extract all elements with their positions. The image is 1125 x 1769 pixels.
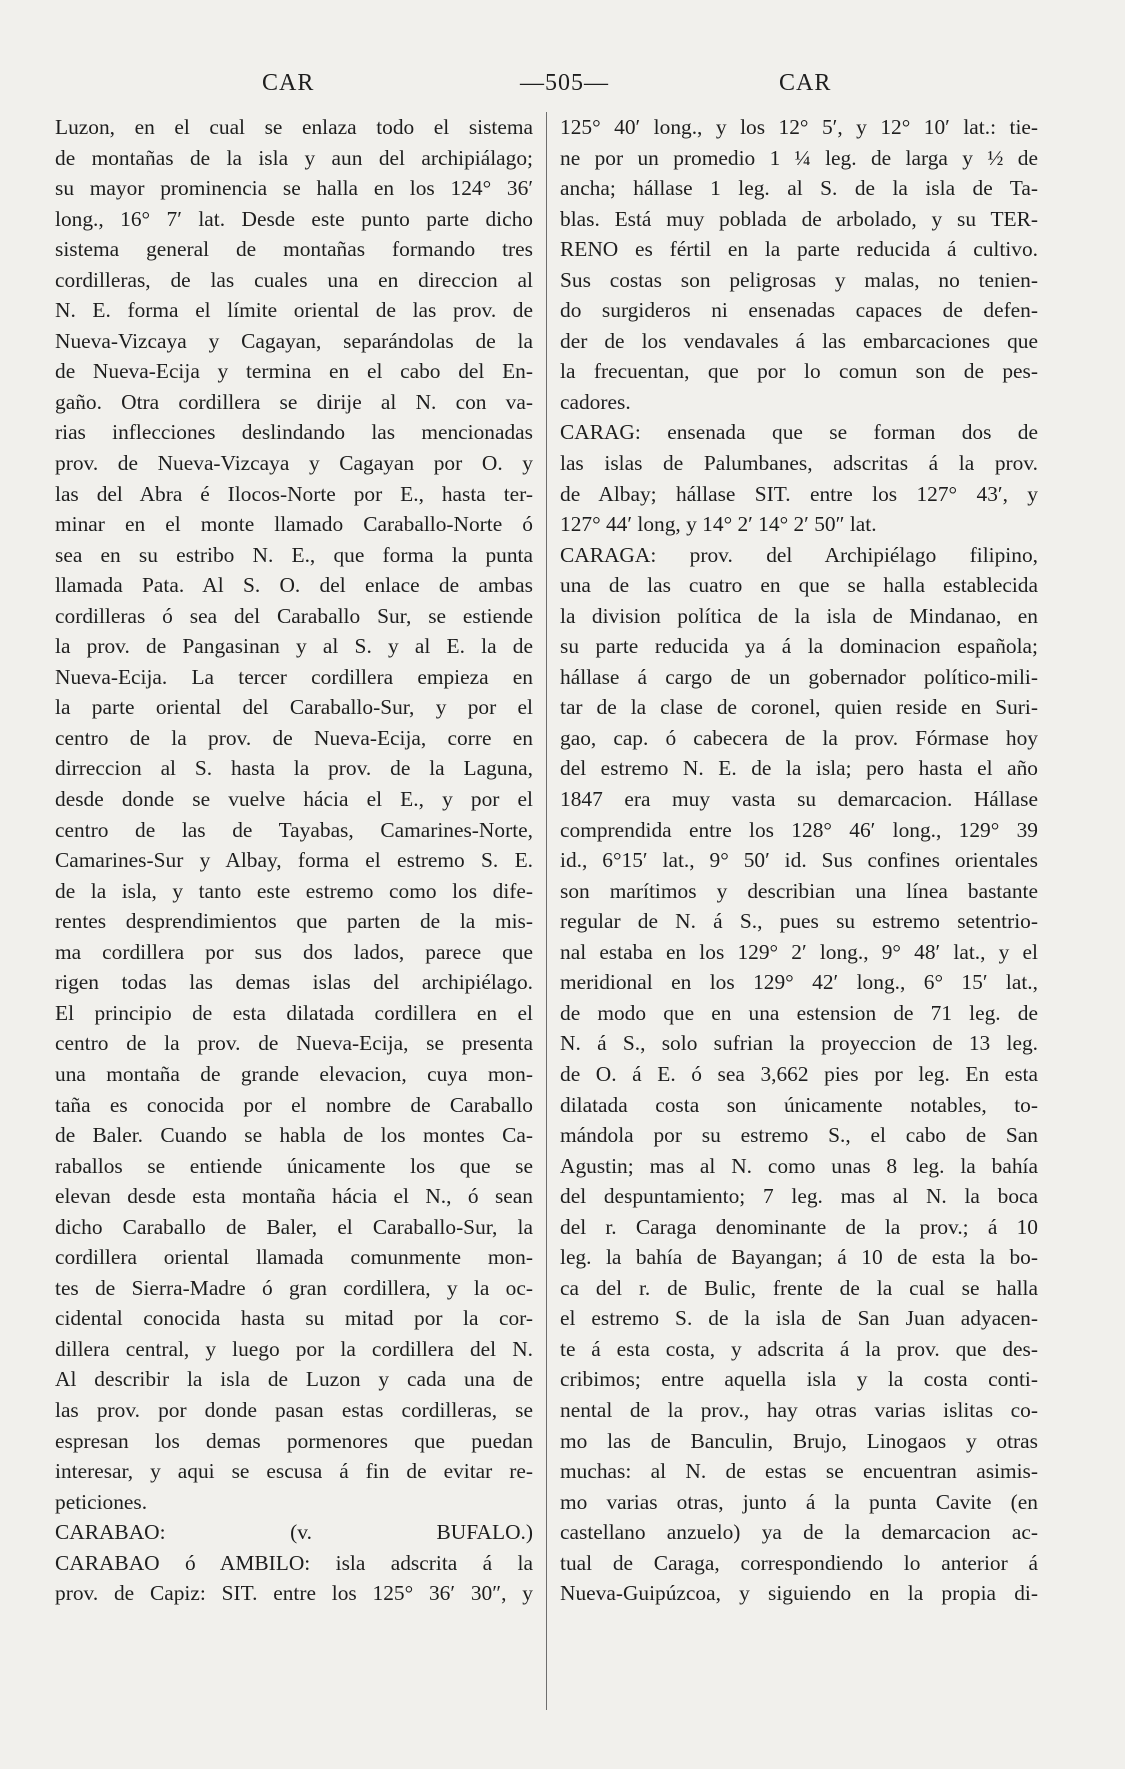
text-line: espresan los demas pormenores que puedan	[55, 1428, 533, 1453]
text-line: Sus costas son peligrosas y malas, no tenien-	[560, 267, 1038, 292]
text-line: minar en el monte llamado Caraballo-Norte ó	[55, 512, 533, 537]
text-line: son marítimos y describian una línea bastante	[560, 878, 1038, 903]
text-line: comprendida entre los 128° 46′ long., 129° 39	[560, 817, 1038, 842]
text-line: CARABAO ó AMBILO: isla adscrita á la	[55, 1550, 533, 1575]
text-line: El principio de esta dilatada cordillera en el	[55, 1000, 533, 1025]
text-line: nal estaba en los 129° 2′ long., 9° 48′ lat., y el	[560, 939, 1038, 964]
text-line: taña es conocida por el nombre de Caraballo	[55, 1092, 533, 1117]
text-line: tar de la clase de coronel, quien reside en Suri-	[560, 695, 1038, 720]
text-line: del r. Caraga denominante de la prov.; á 10	[560, 1214, 1038, 1239]
text-line: la frecuentan, que por lo comun son de pes-	[560, 359, 1038, 384]
text-line: una montaña de grande elevacion, cuya mon-	[55, 1061, 533, 1086]
text-line: ancha; hállase 1 leg. al S. de la isla de Ta-	[560, 176, 1038, 201]
text-line: meridional en los 129° 42′ long., 6° 15′ lat.,	[560, 970, 1038, 995]
text-line: la prov. de Pangasinan y al S. y al E. la de	[55, 634, 533, 659]
text-line: de O. á E. ó sea 3,662 pies por leg. En esta	[560, 1061, 1038, 1086]
header-left-word: CAR	[262, 70, 315, 96]
text-line: N. á S., solo sufrian la proyeccion de 13 leg.	[560, 1031, 1038, 1056]
text-line: su mayor prominencia se halla en los 124° 36′	[55, 176, 533, 201]
text-line: de Baler. Cuando se habla de los montes Ca-	[55, 1123, 533, 1148]
text-line: llamada Pata. Al S. O. del enlace de ambas	[55, 573, 533, 598]
text-line: mo varias otras, junto á la punta Cavite (en	[560, 1489, 1038, 1514]
text-line: dilatada costa son únicamente notables, to-	[560, 1092, 1038, 1117]
text-line: las islas de Palumbanes, adscritas á la prov.	[560, 451, 1038, 476]
text-line: su parte reducida ya á la dominacion española;	[560, 634, 1038, 659]
text-line: de Albay; hállase SIT. entre los 127° 43′, y	[560, 481, 1038, 506]
text-line: cordilleras ó sea del Caraballo Sur, se estiende	[55, 603, 533, 628]
text-line: desde donde se vuelve hácia el E., y por el	[55, 787, 533, 812]
text-line: de la isla, y tanto este estremo como los dife-	[55, 878, 533, 903]
text-line: peticiones.	[55, 1489, 148, 1514]
text-line: long., 16° 7′ lat. Desde este punto parte dicho	[55, 206, 533, 231]
text-line: rentes desprendimientos que parten de la mis-	[55, 909, 533, 934]
text-line: dicho Caraballo de Baler, el Caraballo-Sur, la	[55, 1214, 533, 1239]
text-line: Nueva-Guipúzcoa, y siguiendo en la propia di-	[560, 1581, 1038, 1606]
text-line: tual de Caraga, correspondiendo lo anterior á	[560, 1550, 1038, 1575]
text-line: del despuntamiento; 7 leg. mas al N. la boca	[560, 1184, 1038, 1209]
text-line: castellano anzuelo) ya de la demarcacion ac-	[560, 1520, 1038, 1545]
left-column	[55, 112, 533, 1609]
text-line: CARAGA: prov. del Archipiélago filipino,	[560, 542, 1038, 567]
text-line: elevan desde esta montaña hácia el N., ó sean	[55, 1184, 533, 1209]
text-line: cordillera oriental llamada comunmente mon-	[55, 1245, 533, 1270]
text-line: regular de N. á S., pues su estremo setentrio-	[560, 909, 1038, 934]
text-line: cadores.	[560, 389, 631, 414]
right-column	[560, 112, 1038, 1609]
text-line: de montañas de la isla y aun del archipiálago;	[55, 145, 533, 170]
text-line: 127° 44′ long, y 14° 2′ 14° 2′ 50″ lat.	[560, 512, 877, 537]
text-line: sea en su estribo N. E., que forma la punta	[55, 542, 533, 567]
text-line: cribimos; entre aquella isla y la costa conti-	[560, 1367, 1038, 1392]
text-line: CARAG: ensenada que se forman dos de	[560, 420, 1038, 445]
text-line: de Nueva-Ecija y termina en el cabo del En-	[55, 359, 533, 384]
text-line: blas. Está muy poblada de arbolado, y su TER-	[560, 206, 1038, 231]
text-line: la division política de la isla de Mindanao, en	[560, 603, 1038, 628]
text-line: RENO es fértil en la parte reducida á cultivo.	[560, 237, 1038, 262]
text-line: las prov. por donde pasan estas cordilleras, se	[55, 1397, 533, 1422]
text-line: der de los vendavales á las embarcaciones que	[560, 328, 1038, 353]
text-line: CARABAO: (v. BUFALO.)	[55, 1520, 533, 1545]
text-line: interesar, y aqui se escusa á fin de evitar re-	[55, 1459, 533, 1484]
text-line: tes de Sierra-Madre ó gran cordillera, y la oc-	[55, 1275, 533, 1300]
text-line: Nueva-Ecija. La tercer cordillera empieza en	[55, 664, 533, 689]
text-line: nental de la prov., hay otras varias islitas co-	[560, 1397, 1038, 1422]
text-line: 125° 40′ long., y los 12° 5′, y 12° 10′ lat.: tie-	[560, 115, 1038, 139]
text-line: 1847 era muy vasta su demarcacion. Hállase	[560, 787, 1038, 812]
text-line: dirreccion al S. hasta la prov. de la Laguna,	[55, 756, 533, 781]
text-line: do surgideros ni ensenadas capaces de defen-	[560, 298, 1038, 323]
text-line: las del Abra é Ilocos-Norte por E., hasta ter-	[55, 481, 533, 506]
text-line: centro de la prov. de Nueva-Ecija, se presenta	[55, 1031, 533, 1056]
text-line: prov. de Nueva-Vizcaya y Cagayan por O. y	[55, 451, 533, 476]
text-line: una de las cuatro en que se halla establecida	[560, 573, 1038, 598]
text-line: ne por un promedio 1 ¼ leg. de larga y ½ de	[560, 145, 1038, 170]
text-line: N. E. forma el límite oriental de las prov. de	[55, 298, 533, 323]
text-line: mándola por su estremo S., el cabo de San	[560, 1123, 1038, 1148]
text-line: raballos se entiende únicamente los que se	[55, 1153, 533, 1178]
text-line: ma cordillera por sus dos lados, parece que	[55, 939, 533, 964]
text-line: cordilleras, de las cuales una en direccion al	[55, 267, 533, 292]
text-line: dillera central, y luego por la cordillera del N.	[55, 1336, 533, 1361]
text-line: rias inflecciones deslindando las mencionadas	[55, 420, 533, 445]
text-line: rigen todas las demas islas del archipiélago.	[55, 970, 533, 995]
text-line: hállase á cargo de un gobernador político-mili-	[560, 664, 1038, 689]
text-line: el estremo S. de la isla de San Juan adyacen-	[560, 1306, 1038, 1331]
text-line: Agustin; mas al N. como unas 8 leg. la bahía	[560, 1153, 1038, 1178]
text-line: leg. la bahía de Bayangan; á 10 de esta la bo-	[560, 1245, 1038, 1270]
text-line: centro de la prov. de Nueva-Ecija, corre en	[55, 725, 533, 750]
text-line: Nueva-Vizcaya y Cagayan, separándolas de la	[55, 328, 533, 353]
text-line: gao, cap. ó cabecera de la prov. Fórmase hoy	[560, 725, 1038, 750]
text-line: ca del r. de Bulic, frente de la cual se halla	[560, 1275, 1038, 1300]
column-divider	[546, 112, 547, 1710]
text-line: Luzon, en el cual se enlaza todo el sistema	[55, 115, 533, 139]
text-line: muchas: al N. de estas se encuentran asimis-	[560, 1459, 1038, 1484]
text-line: te á esta costa, y adscrita á la prov. que des-	[560, 1336, 1038, 1361]
text-line: Al describir la isla de Luzon y cada una de	[55, 1367, 533, 1392]
text-line: centro de las de Tayabas, Camarines-Norte,	[55, 817, 533, 842]
text-line: del estremo N. E. de la isla; pero hasta el año	[560, 756, 1038, 781]
header-right-word: CAR	[779, 70, 832, 96]
text-line: sistema general de montañas formando tres	[55, 237, 533, 262]
text-line: Camarines-Sur y Albay, forma el estremo S. E.	[55, 848, 533, 873]
text-line: cidental conocida hasta su mitad por la cor-	[55, 1306, 533, 1331]
text-line: prov. de Capiz: SIT. entre los 125° 36′ 30″, y	[55, 1581, 533, 1606]
running-header	[0, 70, 1125, 106]
text-line: mo las de Banculin, Brujo, Linogaos y otras	[560, 1428, 1038, 1453]
text-line: id., 6°15′ lat., 9° 50′ id. Sus confines orientales	[560, 848, 1038, 873]
text-line: la parte oriental del Caraballo-Sur, y por el	[55, 695, 533, 720]
page-number: —505—	[520, 70, 609, 96]
text-line: gaño. Otra cordillera se dirije al N. con va-	[55, 389, 533, 414]
text-line: de modo que en una estension de 71 leg. de	[560, 1000, 1038, 1025]
